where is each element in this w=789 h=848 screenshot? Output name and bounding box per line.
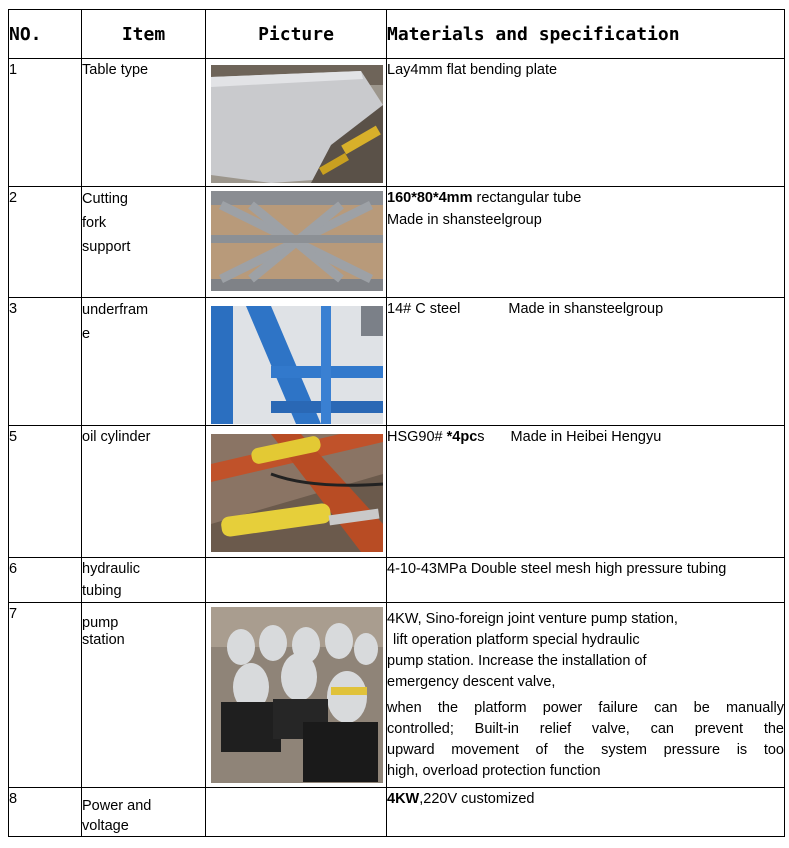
- spec-text: 14# C steel: [387, 301, 461, 317]
- table-row: [9, 426, 785, 558]
- table-plate-photo: [211, 65, 383, 183]
- picture-cell: [206, 603, 387, 788]
- spec-text: ,220V customized: [419, 791, 535, 807]
- row-number: 2: [9, 187, 82, 298]
- table-row: [9, 59, 785, 187]
- spec-line: pump station. Increase the installation of: [387, 653, 647, 669]
- spec-line: controlled; Built-in relief valve, can prevent the: [387, 721, 784, 737]
- item-name: [82, 187, 206, 298]
- item-name: [82, 603, 206, 788]
- spec-line: upward movement of the system pressure is too: [387, 742, 784, 758]
- spec-line: 4KW, Sino-foreign joint venture pump station,: [387, 611, 678, 627]
- item-line: Power and: [82, 798, 152, 814]
- spec-bold: 4KW: [387, 791, 420, 807]
- spec-text: HSG90#: [387, 429, 443, 445]
- spec-line: Lay4mm flat bending plate: [387, 62, 558, 78]
- row-number: 7: [9, 603, 82, 788]
- oil-cylinder-photo: [211, 434, 383, 552]
- pump-station-photo: [211, 607, 383, 783]
- spec-line: emergency descent valve,: [387, 674, 556, 690]
- table-row: [9, 298, 785, 426]
- spec-line: lift operation platform special hydraulic: [393, 632, 640, 648]
- spec-line: [387, 187, 784, 209]
- item-line: voltage: [82, 818, 129, 834]
- item-name: [82, 558, 206, 603]
- item-line: underfram: [82, 302, 149, 318]
- spec-cell: [387, 603, 785, 788]
- table-row: [9, 788, 785, 837]
- row-number: 6: [9, 558, 82, 603]
- item-name: [82, 426, 206, 558]
- spec-cell: [387, 187, 785, 298]
- item-line: Table type: [82, 62, 149, 78]
- header-picture: Picture: [206, 10, 387, 59]
- spec-line: 4-10-43MPa Double steel mesh high pressure tubing: [387, 561, 727, 577]
- spec-line: [387, 426, 784, 448]
- picture-cell: [206, 426, 387, 558]
- spec-cell: [387, 788, 785, 837]
- item-line: hydraulic: [82, 561, 141, 577]
- spec-text: s: [477, 429, 485, 445]
- item-line: e: [82, 326, 91, 342]
- table-row: [9, 187, 785, 298]
- picture-cell: [206, 59, 387, 187]
- spec-cell: [387, 426, 785, 558]
- item-line: station: [82, 632, 125, 648]
- spec-text: rectangular tube: [472, 190, 582, 206]
- spec-cell: [387, 298, 785, 426]
- item-line: tubing: [82, 583, 122, 599]
- spec-line: [387, 788, 784, 810]
- picture-cell: [206, 187, 387, 298]
- header-materials: Materials and specification: [387, 10, 785, 59]
- item-name: [82, 788, 206, 837]
- spec-bold: *4pc: [442, 429, 478, 445]
- picture-cell: [206, 558, 387, 603]
- item-line: Cutting: [82, 191, 128, 207]
- picture-cell: [206, 788, 387, 837]
- row-number: 5: [9, 426, 82, 558]
- item-line: oil cylinder: [82, 429, 151, 445]
- spec-cell: [387, 558, 785, 603]
- spec-text: Made in shansteelgroup: [508, 301, 664, 317]
- spec-line: Made in shansteelgroup: [387, 212, 542, 228]
- spec-cell: [387, 59, 785, 187]
- item-name: [82, 59, 206, 187]
- spec-line: [387, 298, 784, 320]
- header-no: NO.: [9, 10, 82, 59]
- table-row: [9, 558, 785, 603]
- header-item: Item: [82, 10, 206, 59]
- row-number: 3: [9, 298, 82, 426]
- spec-table: [8, 9, 785, 837]
- item-line: support: [82, 239, 131, 255]
- scissor-fork-photo: [211, 191, 383, 291]
- picture-cell: [206, 298, 387, 426]
- item-name: [82, 298, 206, 426]
- row-number: 8: [9, 788, 82, 837]
- spec-line: when the platform power failure can be manually: [387, 700, 784, 716]
- header-row: [9, 10, 785, 59]
- spec-line: high, overload protection function: [387, 763, 601, 779]
- item-line: fork: [82, 215, 107, 231]
- spec-bold: 160*80*4mm: [387, 190, 473, 206]
- row-number: 1: [9, 59, 82, 187]
- spec-text: Made in Heibei Hengyu: [510, 429, 662, 445]
- table-row: [9, 603, 785, 788]
- underframe-photo: [211, 306, 383, 424]
- item-line: pump: [82, 615, 119, 631]
